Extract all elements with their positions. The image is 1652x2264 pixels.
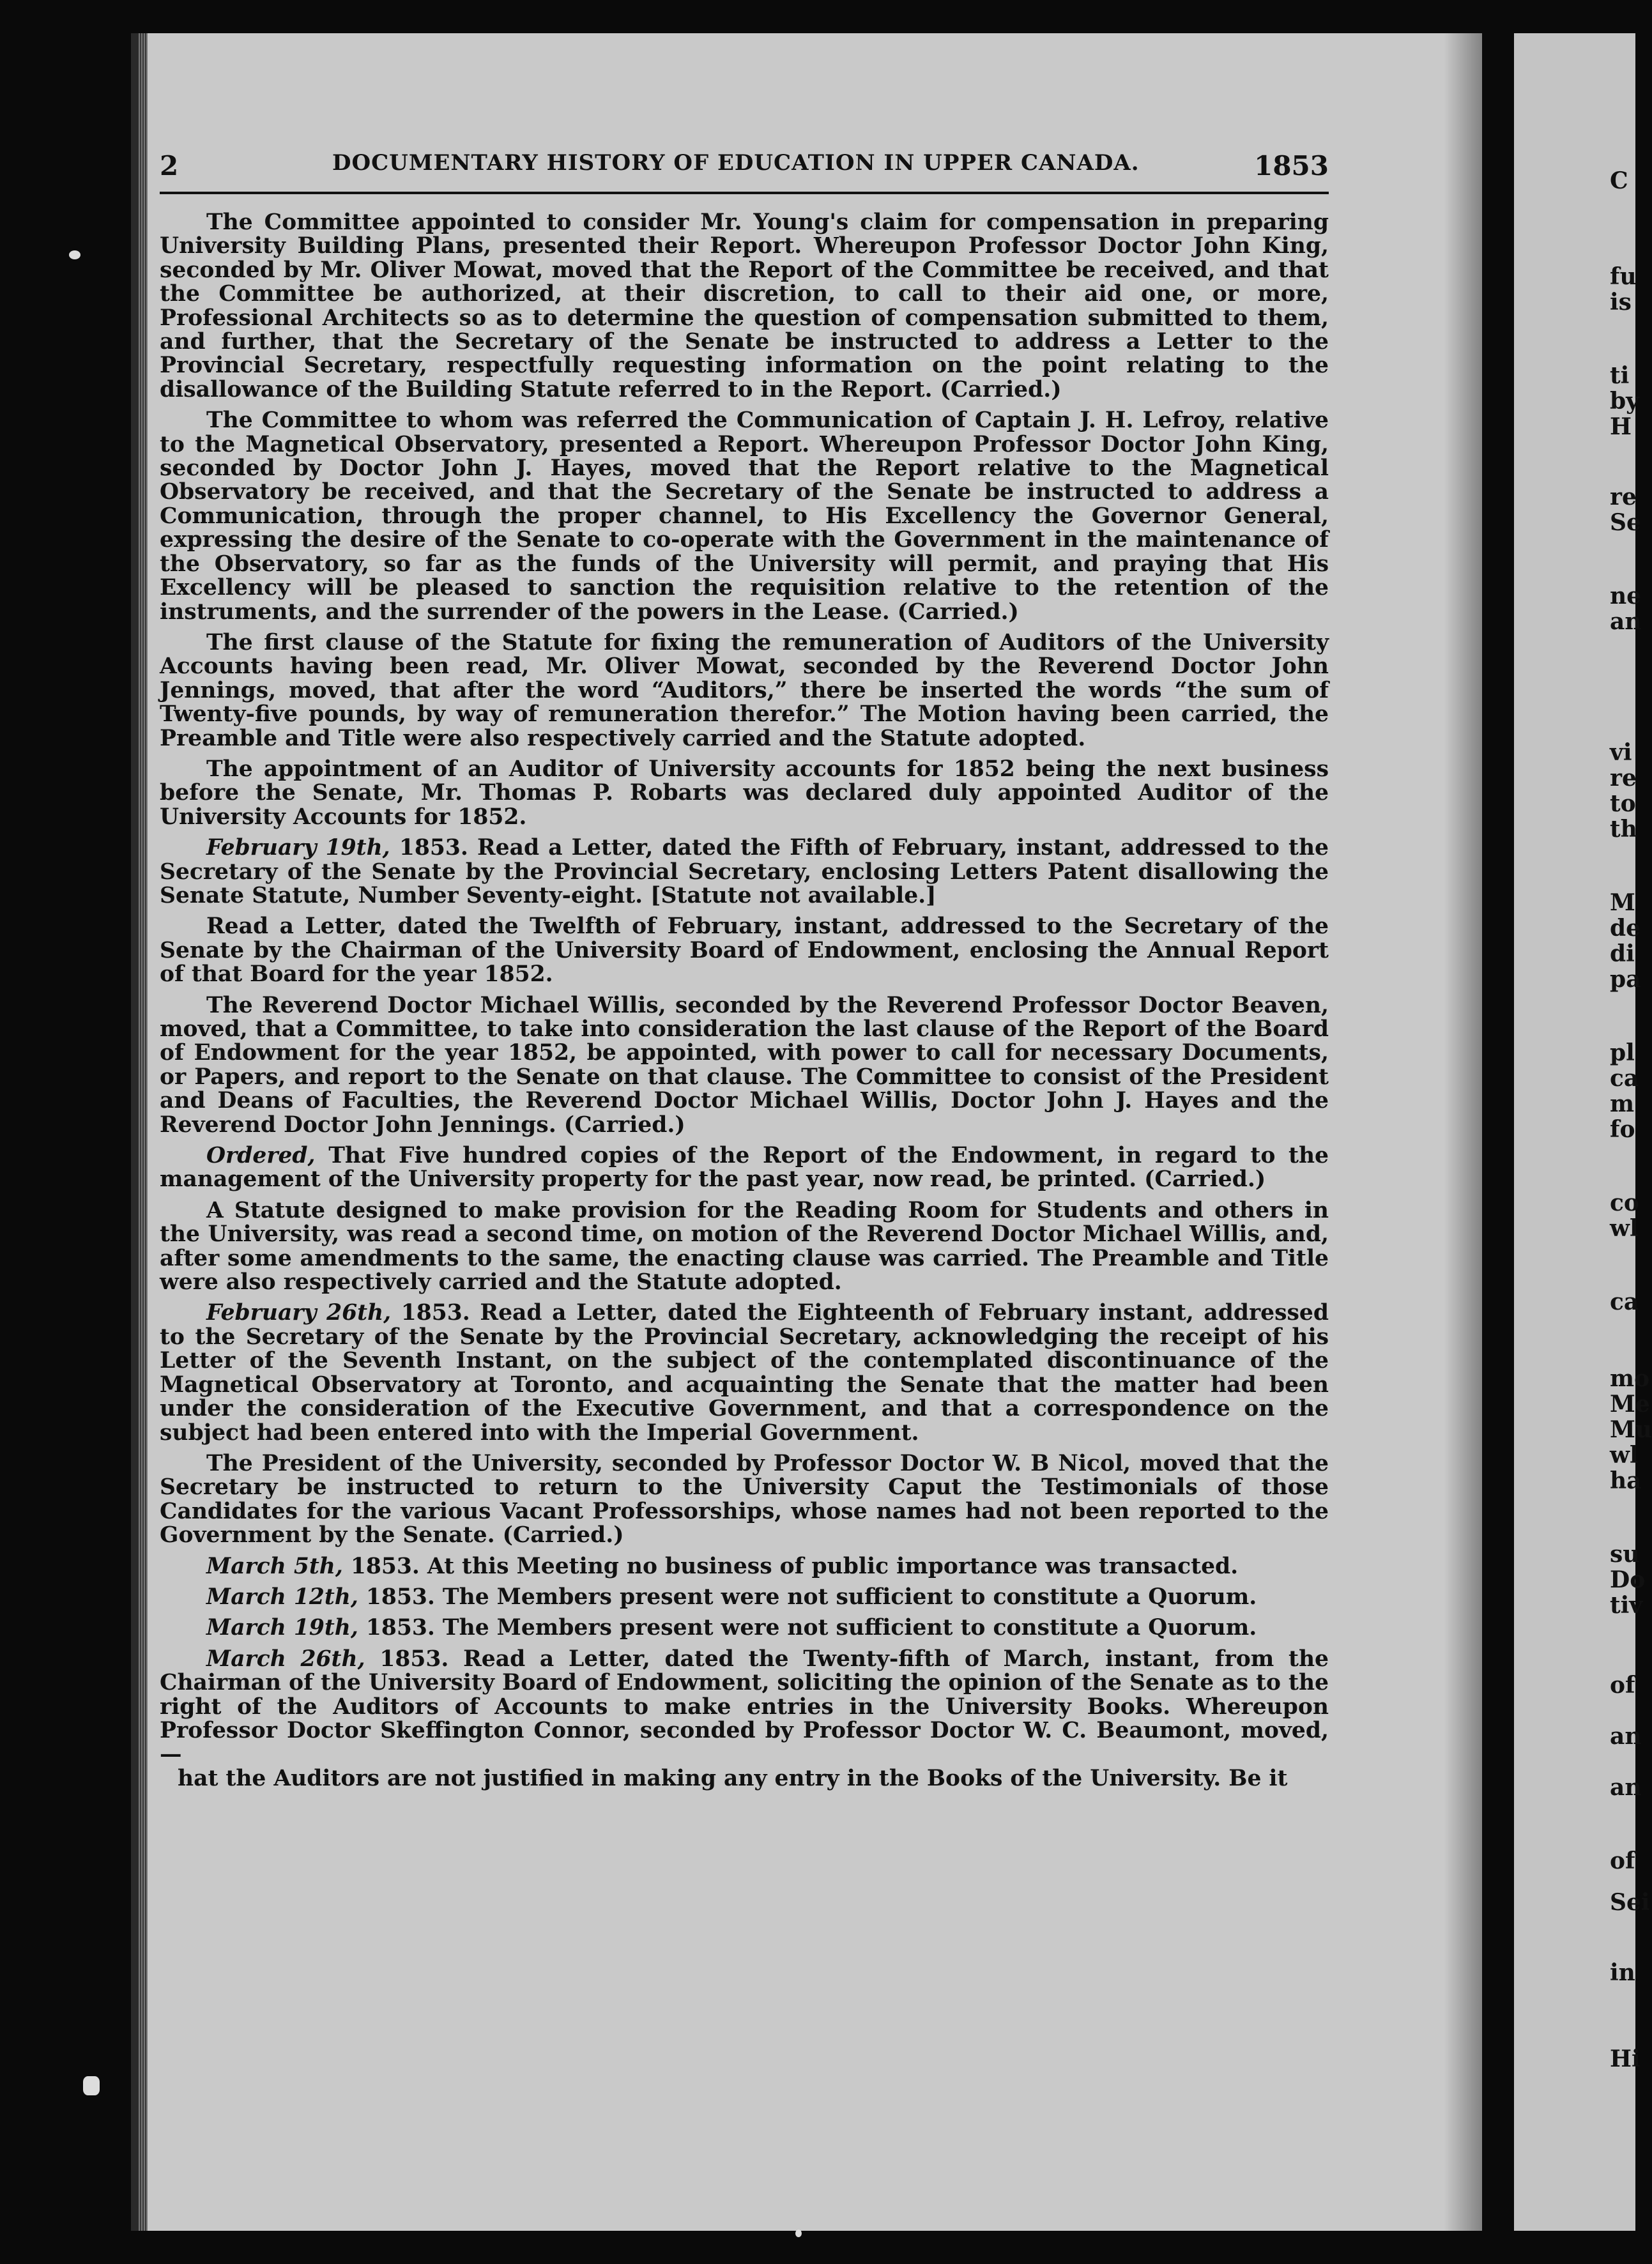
paragraph-date: March 26th, (206, 1646, 365, 1672)
running-header (160, 125, 1329, 195)
paragraph-text: The Committee appointed to consider Mr. Young's claim for compensation in preparing University Building Plans, presented their Report. Whereupon Professor Doctor John King, seconded by Mr. Oliver Mowat, moved that the Report of the Committee be received, and that the Committee be authorized, at their discretion, to call to their aid one, or more, Professional Architects so as to determine the question of compensation submitted to them, and further, that the Secretary of the Senate be instructed to address a Letter to the Provincial Secretary, respectfully requesting information on the point relating to the disallowance of the Building Statute referred to in the Report. (Carried.) (160, 210, 1329, 402)
fragment: co (1610, 1189, 1639, 1216)
fragment: Se (1610, 509, 1641, 536)
fragment: of (1610, 1847, 1635, 1874)
page-body (160, 211, 1329, 1798)
paragraph (160, 1616, 1329, 1640)
paragraph-text: 1853. At this Meeting no business of public importance was transacted. (350, 1553, 1239, 1579)
scan-speck (69, 250, 80, 259)
paragraph (160, 915, 1329, 986)
fragment: pl (1610, 1039, 1635, 1066)
fragment: in (1610, 1959, 1635, 1986)
fragment: m (1610, 1090, 1635, 1117)
paragraph (160, 1144, 1329, 1192)
fragment: ne (1610, 583, 1642, 609)
fragment: ti (1610, 362, 1630, 389)
paragraph-text: A Statute designed to make provision for the Reading Room for Students and others in the University, was read a second time, on motion of the Reverend Doctor Michael Willis, and, after some amendments to the same, the enacting clause was carried. The Preamble and Title were also respectively carried and the Statute adopted. (160, 1197, 1329, 1296)
fragment: re (1610, 765, 1637, 792)
fragment: by (1610, 388, 1640, 415)
paragraph (160, 1301, 1329, 1444)
paragraph-date: March 12th, (206, 1584, 358, 1610)
scan-speck (83, 2076, 100, 2095)
paragraph-text: 1853. The Members present were not sufficient to constitute a Quorum. (365, 1615, 1257, 1641)
paragraph (160, 758, 1329, 829)
fragment: de (1610, 915, 1641, 942)
fragment: H (1610, 413, 1632, 440)
paragraph (160, 409, 1329, 624)
fragment: su (1610, 1541, 1640, 1568)
fragment: is (1610, 289, 1632, 316)
fragment: an (1610, 1723, 1642, 1750)
paragraph (160, 836, 1329, 908)
fragment: wl (1610, 1442, 1639, 1469)
paragraph-date: February 26th, (206, 1300, 392, 1326)
fragment: th (1610, 816, 1637, 843)
paragraph-text: Read a Letter, dated the Twelfth of February, instant, addressed to the Secretary of the Senate by the Chairman of the University Board of Endowment, enclosing the Annual Report of that Board for the year 1852. (160, 914, 1329, 988)
fragment: fu (1610, 263, 1637, 290)
fragment: Do (1610, 1566, 1646, 1593)
fragment: Mu (1610, 1416, 1652, 1443)
fragment: ha (1610, 1467, 1642, 1494)
fragment: mo (1610, 1365, 1650, 1392)
paragraph-text: 1853. Read a Letter, dated the Twenty-fifth of March, instant, from the Chairman of the University Board of Endowment, soliciting the opinion of the Senate as to the right of the Auditors of Accounts to make entries in the University Books. Whereupon Professor Doctor Skeffington Connor, seconded by Professor Doctor W. C. Beaumont, moved,— (160, 1646, 1329, 1768)
fragment: Hi (1610, 2046, 1641, 2072)
fragment: C (1610, 167, 1628, 194)
paragraph (160, 1555, 1329, 1579)
fragment: to (1610, 790, 1636, 817)
fragment: M (1610, 889, 1635, 916)
fragment: an (1610, 1774, 1642, 1801)
fragment: ca (1610, 1289, 1639, 1315)
fragment: fo (1610, 1116, 1635, 1143)
paragraph-text: The Committee to whom was referred the Communication of Captain J. H. Lefroy, relative to the Magnetical Observatory, presented a Report. Whereupon Professor Doctor John King, seconded by Doctor John J. Hayes, moved that the Report relative to the Magnetical Observatory be received, and that the Secretary of the Senate be instructed to address a Communication, through the proper channel, to His Excellency the Governor General, expressing the desire of the Senate to co-operate with the Government in the maintenance of the Observatory, so far as the funds of the University will permit, and praying that His Excellency will be pleased to sanction the requisition relative to the retention of the instruments, and the surrender of the powers in the Lease. (Carried.) (160, 408, 1329, 625)
paragraph-date: March 19th, (206, 1615, 358, 1641)
paragraph-text: 1853. The Members present were not sufficient to constitute a Quorum. (365, 1584, 1257, 1610)
fragment: vi (1610, 739, 1632, 766)
paragraph-text: 1853. Read a Letter, dated the Fifth of February, instant, addressed to the Secretary of the Senate by the Provincial Secretary, enclosing Letters Patent disallowing the Senate Statute, Number Seventy-eight. [Statute not available.] (160, 835, 1329, 908)
paragraph-date: March 5th, (206, 1553, 343, 1579)
paragraph-text: That Five hundred copies of the Report of the Endowment, in regard to the management of the University property for the past year, now read, be printed. (Carried.) (160, 1143, 1329, 1193)
paragraph (160, 1648, 1329, 1767)
fragment: tiv (1610, 1592, 1643, 1619)
fragment: di (1610, 940, 1635, 967)
paragraph (160, 1586, 1329, 1609)
gutter-shadow (1444, 33, 1482, 2231)
fragment: an (1610, 608, 1642, 635)
paragraph-text: The Reverend Doctor Michael Willis, seconded by the Reverend Professor Doctor Beaven, moved, that a Committee, to take into consideration the last clause of the Report of the Board of Endowment for the year 1852, be appointed, with power to call for necessary Documents, or Papers, and report to the Senate on that clause. The Committee to consist of the President and Deans of Faculties, the Reverend Doctor Michael Willis, Doctor John J. Hayes and the Reverend Doctor John Jennings. (Carried.) (160, 992, 1329, 1138)
fragment: wl (1610, 1215, 1639, 1242)
running-title: DOCUMENTARY HISTORY OF EDUCATION IN UPPER CANADA. (332, 150, 1140, 176)
adjacent-page-edge (1514, 33, 1652, 2231)
scan-speck (795, 2230, 802, 2237)
fragment: of (1610, 1672, 1635, 1699)
paragraph (160, 1199, 1329, 1295)
paragraph-date: Ordered, (206, 1143, 316, 1169)
fragment: pa (1610, 966, 1641, 993)
header-year: 1853 (1254, 150, 1329, 181)
fragment: re (1610, 484, 1637, 510)
header-rule (160, 192, 1329, 194)
fragment: ca (1610, 1065, 1639, 1092)
fragment: Sei (1610, 1889, 1650, 1916)
paragraph-text: The appointment of an Auditor of University accounts for 1852 being the next business before the Senate, Mr. Thomas P. Robarts was declared duly appointed Auditor of the University Accounts for 1852. (160, 756, 1329, 830)
fragment: Me (1610, 1391, 1650, 1418)
paragraph-date: February 19th, (206, 835, 390, 861)
paragraph-text: The President of the University, seconded by Professor Doctor W. B Nicol, moved that the Secretary be instructed to return to the University Caput the Testimonials of those Candidates for the various Vacant Professorships, whose names had not been reported to the Government by the Senate. (Carried.) (160, 1450, 1329, 1549)
paragraph-text: The first clause of the Statute for fixing the remuneration of Auditors of the University Accounts having been read, Mr. Oliver Mowat, seconded by the Reverend Doctor John Jennings, moved, that after the word “Auditors,” there be inserted the words “the sum of Twenty-five pounds, by way of remuneration therefor.” The Motion having been carried, the Preamble and Title were also respectively carried and the Statute adopted. (160, 629, 1329, 751)
paragraph (160, 994, 1329, 1137)
paragraph (160, 631, 1329, 751)
paragraph-text: 1853. Read a Letter, dated the Eighteenth of February instant, addressed to the Secretary of the Senate by the Provincial Secretary, acknowledging the receipt of his Letter of the Seventh Instant, on the subject of the contemplated discontinuance of the Magnetical Observatory at Toronto, and acquainting the Senate that the matter had been under the consideration of the Executive Government, and that a correspondence on the subject had been entered into with the Imperial Government. (160, 1300, 1329, 1446)
paragraph-continuation: hat the Auditors are not justified in making any entry in the Books of the University. Be it (178, 1765, 1288, 1791)
page-number: 2 (160, 150, 179, 181)
paragraph (160, 1452, 1329, 1548)
paragraph (160, 211, 1329, 402)
